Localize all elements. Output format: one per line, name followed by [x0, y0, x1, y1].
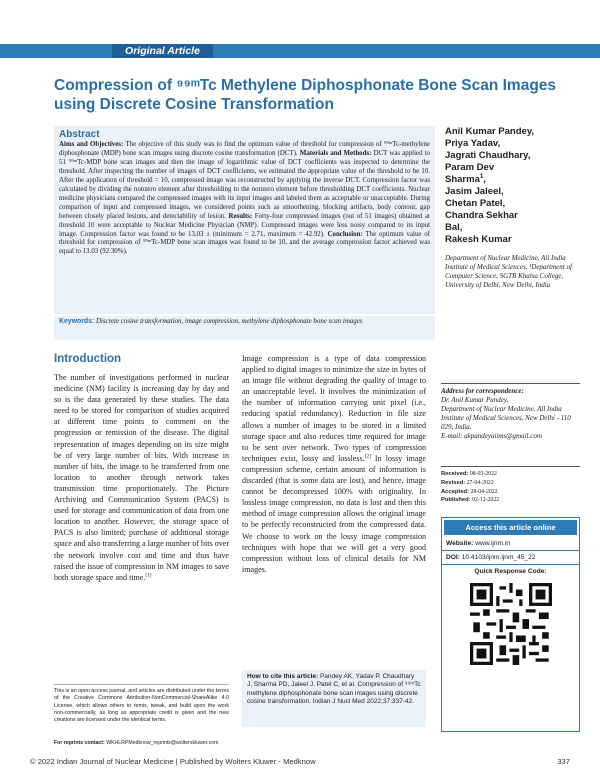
date-value: 02-12-2022 [472, 497, 500, 504]
abstract-body [59, 141, 430, 257]
introduction-heading: Introduction [54, 353, 122, 365]
results-text: Forty-four compressed images (out of 51 images) obtained at threshold 10 were acceptable to Nuclear Medicine Physician (NMP). Compressed images were less noisy compared to its input image. Compression factor was found to be 13.03 ± (minimum = 2.71, maximum = 42.92). [59, 212, 430, 238]
aims-label: Aims and Objectives: [59, 141, 124, 148]
date-label: Revised: [441, 479, 466, 486]
access-box [441, 517, 580, 732]
reprints-note [54, 740, 229, 746]
citation-text: Pandey AK, Yadav P, Chaudhary J, Sharma PD, Jaleel J, Patel C, et al. Compression of ⁹⁹ᵐTc methylene diphosphonate bone scan images using discrete cosine transformation. Indian J Nucl Med 2022;37:337-42. [247, 673, 421, 706]
author-list [445, 126, 580, 246]
footer-copyright: © 2022 Indian Journal of Nuclear Medicine | Published by Wolters Kluwer - Medknow [30, 757, 316, 766]
author: Chandra Sekhar [445, 210, 518, 221]
header-rule [0, 44, 600, 58]
page-footer [30, 757, 570, 766]
reprints-label: For reprints contact: [54, 740, 105, 746]
website-label: Website: [446, 540, 474, 547]
keywords-label: Keywords: [59, 318, 95, 325]
author-name: Sharma [445, 174, 480, 185]
methods-text: DCT was applied to 51 ⁹⁹ᵐTc-MDP bone scan images and then the image of logarithmic value of DCT coefficients was inspected to determine the threshold. After inspecting the number of images of DCT coefficients, we estimated the appropriate value of the threshold to be 10. After the application of threshold = 10, compressed image was reconstructed by applying the inverse DCT. Compression factor was calculated by dividing the nonzero element after thresholding to the nonzero element before thresholding DCT coefficients. Nuclear medicine physicians compared the compressed images with its input images and labeled them as acceptable or unacceptable. During comparison of input and compressed images, we considered points such as smoothening, blocking artifacts, body contour, gap between closely placed lesions, and detectability of lesion. [59, 149, 430, 220]
aims-text: The objective of this study was to find the optimum value of threshold for compression of ⁹⁹ᵐTc-methylene diphosphonate (MDP) bone scan images using discrete cosine transformation (DCT). [59, 141, 430, 157]
article-type-badge: Original Article [112, 44, 213, 58]
reference-mark[interactable]: [1] [145, 572, 152, 579]
author: Param Dev [445, 162, 495, 173]
date-value: 27-04-2022 [466, 479, 494, 486]
correspondence-address: Department of Nuclear Medicine, All India Institute of Medical Sciences, New Delhi - 110 029, India. [441, 404, 571, 431]
citation-box [242, 670, 426, 727]
correspondence-email[interactable]: E-mail: akpandeyaiims@gmail.com [441, 431, 542, 440]
author: Bal, [445, 222, 463, 233]
author: Jagrati Chaudhary, [445, 150, 531, 161]
doi-row [442, 551, 579, 565]
reference-mark[interactable]: [2] [364, 453, 371, 460]
results-label: Results: [228, 212, 253, 220]
conclusion-label: Conclusion: [327, 230, 363, 238]
introduction-text: In lossy image compression scheme, certain amount of information is discarded (that is some data are lost), and hence, image cannot be decompressed 100% with originality. In lossless image compression, no data is lost and then this method of image compression allows the original image to be perfectly reconstructed from the compressed data. We choose to work on the lossy image compression techniques with hope that we will get a very good compression without loss of clinical details for NM images. [242, 453, 426, 574]
author-affiliation: Department of Nuclear Medicine, All India Institute of Medical Sciences, ¹Department of Computer Science, SGTB Khalsa College, University of Delhi, New Delhi, India [445, 254, 572, 289]
date-label: Accepted: [441, 488, 470, 495]
website-row [442, 537, 579, 551]
author: Jasim Jaleel, [445, 186, 504, 197]
introduction-text: The number of investigations performed in nuclear medicine (NM) facility is increasing day by day and so is the data generated by these studies. The data need to be stored for comparison of studies acquired at different time points to comment on the progression or remission of the disease. The digital representation of images depending on its size might be of very large number of bits. With increase in number of bits, the image to be transferred from one location to another through network takes transmission time proportionately. The Picture Archiving and Communication System (PACS) is used for storage and communication of data from one location to another. However, the storage space of PACS is also limited; purchase of additional storage space and also transferring a large number of bits over the network involve cost and time and thus have raised the issue of compression in NM images to save both storage space and time. [54, 373, 229, 582]
abstract-heading: Abstract [59, 129, 100, 140]
website-link[interactable]: www.ijnm.in [475, 540, 511, 547]
date-published [441, 496, 580, 505]
date-value: 28-04-2022 [470, 488, 498, 495]
correspondence-label: Address for correspondence: [441, 387, 524, 395]
introduction-column-2 [242, 353, 426, 575]
date-label: Received: [441, 471, 469, 477]
qr-label: Quick Response Code: [474, 568, 547, 575]
author: Anil Kumar Pandey, [445, 126, 535, 137]
dates-block [441, 466, 580, 505]
date-label: Published: [441, 497, 471, 504]
access-heading: Access this article online [444, 520, 577, 535]
reprints-email[interactable]: WKHLRPMedknow_reprints@wolterskluwer.com [106, 740, 219, 746]
introduction-column-1 [54, 372, 229, 583]
date-revised [441, 479, 580, 488]
citation-label: How to cite this article: [247, 673, 319, 680]
correspondence-name: Dr. Anil Kumar Pandey, [441, 395, 509, 404]
article-title: Compression of ⁹⁹ᵐTc Methylene Diphosphonate Bone Scan Images using Discrete Cosine Transformation [54, 77, 557, 113]
methods-label: Materials and Methods: [299, 149, 372, 157]
author [445, 174, 580, 186]
date-received [441, 470, 580, 479]
date-accepted [441, 488, 580, 497]
doi-link[interactable]: 10.4103/ijnm.ijnm_45_22 [461, 554, 536, 561]
conclusion-text: The optimum value of threshold for compression of ⁹⁹ᵐTc-MDP bone scan images was found to be 10, and the average compression factor achieved was equal to 13.03 (92.30%). [59, 230, 430, 256]
introduction-text: Image compression is a type of data compression applied to digital images to minimize the size in bytes of an image file without degrading the quality of image to an unacceptable level. It involves the minimization of the number of information carrying unit pixel (i.e., reducing spatial redundancy). Reduction in file size allows a number of images to be stored in a limited storage space and also reduces time required for image to be sent over network. Two types of compression techniques exist, lossy and lossless. [242, 354, 426, 463]
license-note: This is an open access journal, and articles are distributed under the terms of the Creative Commons Attribution-NonCommercial-ShareAlike 4.0 License, which allows others to remix, tweak, and build upon the work non-commercially, as long as appropriate credit is given and the new creations are licensed under the identical terms. [54, 684, 229, 724]
author: Priya Yadav, [445, 138, 501, 149]
author-comma: , [483, 174, 486, 185]
doi-label: DOI: [446, 554, 460, 561]
date-value: 08-03-2022 [469, 471, 497, 477]
qr-code-icon[interactable] [470, 583, 552, 665]
page-number: 337 [557, 757, 570, 766]
author: Rakesh Kumar [445, 234, 512, 245]
author-affiliation-mark: 1 [479, 172, 484, 180]
abstract-box [54, 126, 435, 314]
author: Chetan Patel, [445, 198, 506, 209]
correspondence-block [441, 383, 580, 440]
keywords-text: Discrete cosine transformation, image compression, methylene diphosphonate bone scan images [95, 318, 363, 325]
keywords-box [54, 316, 435, 340]
